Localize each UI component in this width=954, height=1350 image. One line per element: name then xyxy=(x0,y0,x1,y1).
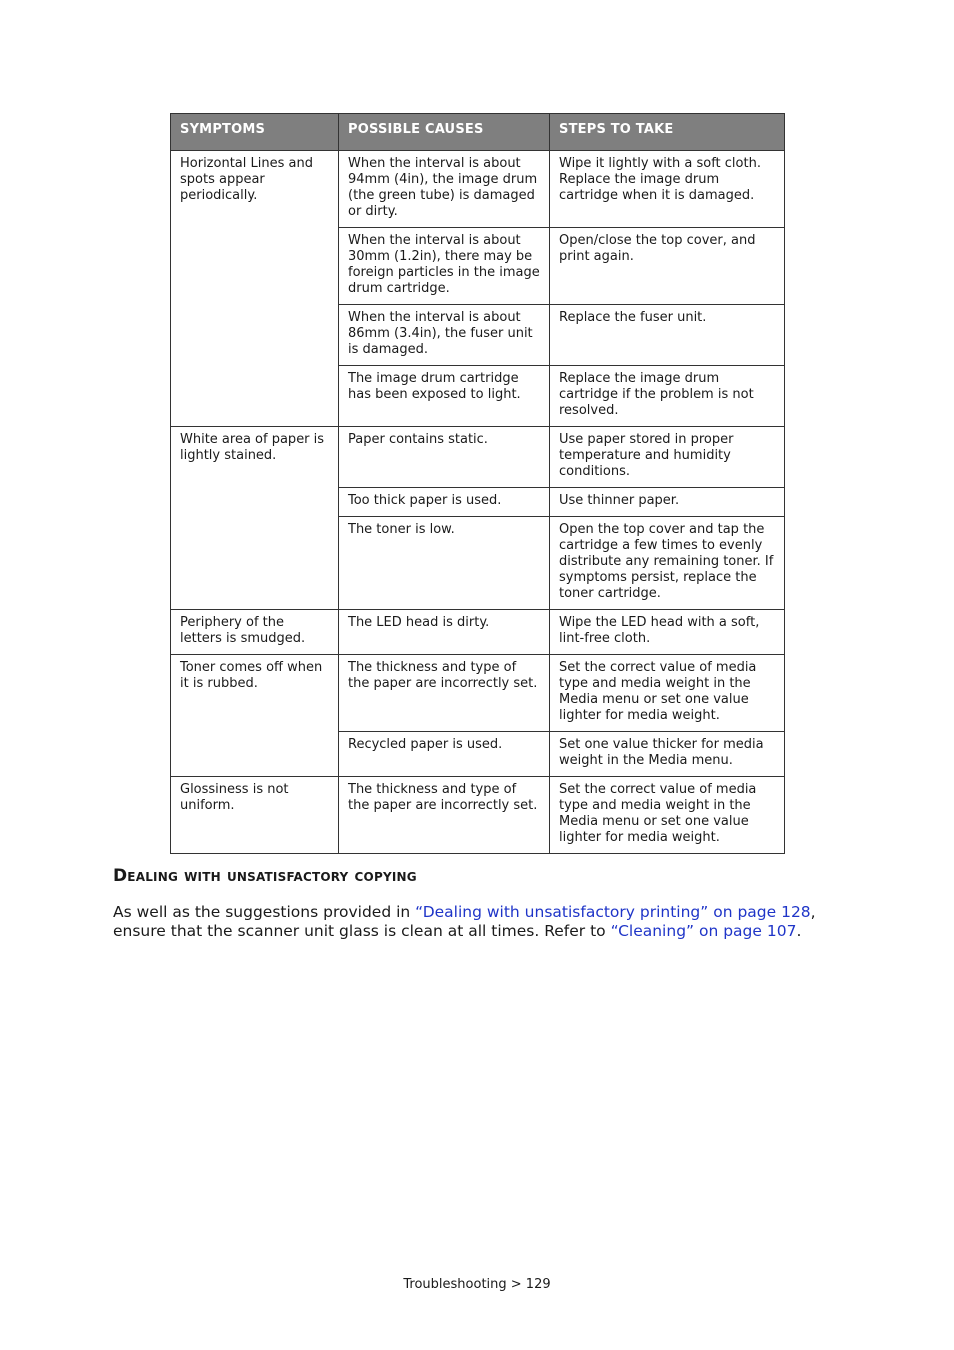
step-cell: Set the correct value of media type and media weight in the Media menu or set one value lighter for media weight. xyxy=(550,777,785,854)
step-cell: Open/close the top cover, and print again. xyxy=(550,228,785,305)
symptom-cell: White area of paper is lightly stained. xyxy=(171,427,339,610)
symptom-cell: Periphery of the letters is smudged. xyxy=(171,610,339,655)
table-header xyxy=(171,114,785,151)
header-symptoms: SYMPTOMS xyxy=(171,114,339,151)
link-cleaning[interactable]: “Cleaning” on page 107 xyxy=(610,922,797,940)
step-cell: Wipe it lightly with a soft cloth. Replace the image drum cartridge when it is damaged. xyxy=(550,151,785,228)
step-cell: Replace the image drum cartridge if the problem is not resolved. xyxy=(550,366,785,427)
cause-cell: When the interval is about 94mm (4in), the image drum (the green tube) is damaged or dirty. xyxy=(339,151,550,228)
symptom-cell: Toner comes off when it is rubbed. xyxy=(171,655,339,777)
step-cell: Set one value thicker for media weight in the Media menu. xyxy=(550,732,785,777)
step-cell: Set the correct value of media type and media weight in the Media menu or set one value lighter for media weight. xyxy=(550,655,785,732)
table-row xyxy=(171,655,785,732)
header-possible-causes: POSSIBLE CAUSES xyxy=(339,114,550,151)
cause-cell: The LED head is dirty. xyxy=(339,610,550,655)
cause-cell: Too thick paper is used. xyxy=(339,488,550,517)
table-row xyxy=(171,151,785,228)
section-heading: Dealing with unsatisfactory copying xyxy=(113,866,417,886)
troubleshooting-table xyxy=(170,113,785,854)
step-cell: Wipe the LED head with a soft, lint-free cloth. xyxy=(550,610,785,655)
cause-cell: The image drum cartridge has been exposed to light. xyxy=(339,366,550,427)
paragraph-text: , ensure that the scanner unit glass is clean at all times. Refer to xyxy=(113,903,816,940)
cause-cell: Paper contains static. xyxy=(339,427,550,488)
table-row xyxy=(171,777,785,854)
cause-cell: The toner is low. xyxy=(339,517,550,610)
cause-cell: The thickness and type of the paper are incorrectly set. xyxy=(339,777,550,854)
step-cell: Replace the fuser unit. xyxy=(550,305,785,366)
symptom-cell: Glossiness is not uniform. xyxy=(171,777,339,854)
link-unsatisfactory-printing[interactable]: “Dealing with unsatisfactory printing” on page 128 xyxy=(415,903,811,921)
table-row xyxy=(171,610,785,655)
cause-cell: When the interval is about 86mm (3.4in), the fuser unit is damaged. xyxy=(339,305,550,366)
step-cell: Open the top cover and tap the cartridge a few times to evenly distribute any remaining toner. If symptoms persist, replace the toner cartridge. xyxy=(550,517,785,610)
step-cell: Use paper stored in proper temperature and humidity conditions. xyxy=(550,427,785,488)
step-cell: Use thinner paper. xyxy=(550,488,785,517)
symptom-cell: Horizontal Lines and spots appear periodically. xyxy=(171,151,339,427)
header-steps-to-take: STEPS TO TAKE xyxy=(550,114,785,151)
table-body xyxy=(171,151,785,854)
table-row xyxy=(171,427,785,488)
cause-cell: The thickness and type of the paper are incorrectly set. xyxy=(339,655,550,732)
paragraph-text: . xyxy=(796,922,802,940)
paragraph-text: As well as the suggestions provided in xyxy=(113,903,416,921)
cause-cell: Recycled paper is used. xyxy=(339,732,550,777)
cause-cell: When the interval is about 30mm (1.2in), there may be foreign particles in the image drum cartridge. xyxy=(339,228,550,305)
page-footer: Troubleshooting > 129 xyxy=(403,1277,551,1292)
section-paragraph xyxy=(113,903,873,941)
